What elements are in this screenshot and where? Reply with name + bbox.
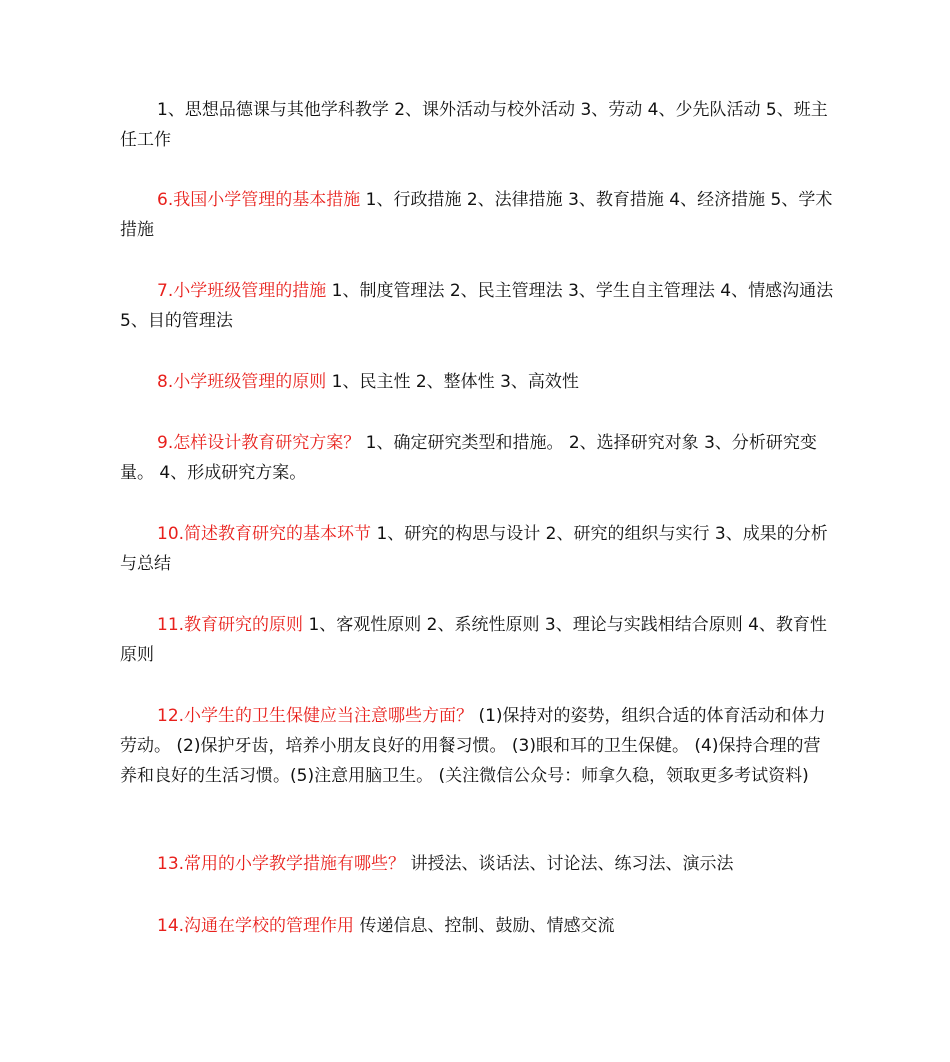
- question-heading: 7.小学班级管理的措施: [157, 281, 327, 301]
- paragraph-q10: [120, 519, 835, 579]
- question-heading: 13.常用的小学教学措施有哪些？: [157, 854, 406, 874]
- paragraph-q8: [120, 367, 835, 397]
- question-heading: 10.简述教育研究的基本环节: [157, 524, 372, 544]
- question-heading: 8.小学班级管理的原则: [157, 372, 327, 392]
- question-heading: 14.沟通在学校的管理作用: [157, 916, 355, 936]
- question-heading: 9.怎样设计教育研究方案？: [157, 433, 361, 453]
- paragraph-q13: [120, 849, 835, 879]
- answer-text: 1、行政措施 2、法律措施 3、教育措施 4、经济措施 5、学术措施: [120, 190, 833, 240]
- answer-text: 1、客观性原则 2、系统性原则 3、理论与实践相结合原则 4、教育性原则: [120, 615, 827, 665]
- answer-text: 1、民主性 2、整体性 3、高效性: [331, 372, 579, 392]
- paragraph-q12: [120, 701, 835, 791]
- answer-text: 1、思想品德课与其他学科教学 2、课外活动与校外活动 3、劳动 4、少先队活动 5、班主任工作: [120, 100, 828, 150]
- answer-text: 讲授法、谈话法、讨论法、练习法、演示法: [410, 854, 734, 874]
- question-heading: 11.教育研究的原则: [157, 615, 304, 635]
- question-heading: 6.我国小学管理的基本措施: [157, 190, 361, 210]
- paragraph-q14: [120, 911, 835, 941]
- answer-text: (1)保持对的姿势，组织合适的体育活动和体力劳动。 (2)保护牙齿，培养小朋友良好的用餐习惯。 (3)眼和耳的卫生保健。 (4)保持合理的营养和良好的生活习惯。(5)注意用脑卫生。 (关注微信公众号：师拿久稳，领取更多考试资料): [120, 706, 826, 786]
- answer-text: 1、制度管理法 2、民主管理法 3、学生自主管理法 4、情感沟通法 5、目的管理法: [120, 281, 834, 331]
- paragraph-q7: [120, 276, 835, 336]
- answer-text: 1、确定研究类型和措施。 2、选择研究对象 3、分析研究变量。 4、形成研究方案。: [120, 433, 817, 483]
- answer-text: 传递信息、控制、鼓励、情感交流: [359, 916, 615, 936]
- answer-text: 1、研究的构思与设计 2、研究的组织与实行 3、成果的分析与总结: [120, 524, 828, 574]
- paragraph-moral-education-channels: [120, 95, 835, 155]
- paragraph-q6: [120, 185, 835, 245]
- question-heading: 12.小学生的卫生保健应当注意哪些方面？: [157, 706, 474, 726]
- paragraph-q9: [120, 428, 835, 488]
- paragraph-q11: [120, 610, 835, 670]
